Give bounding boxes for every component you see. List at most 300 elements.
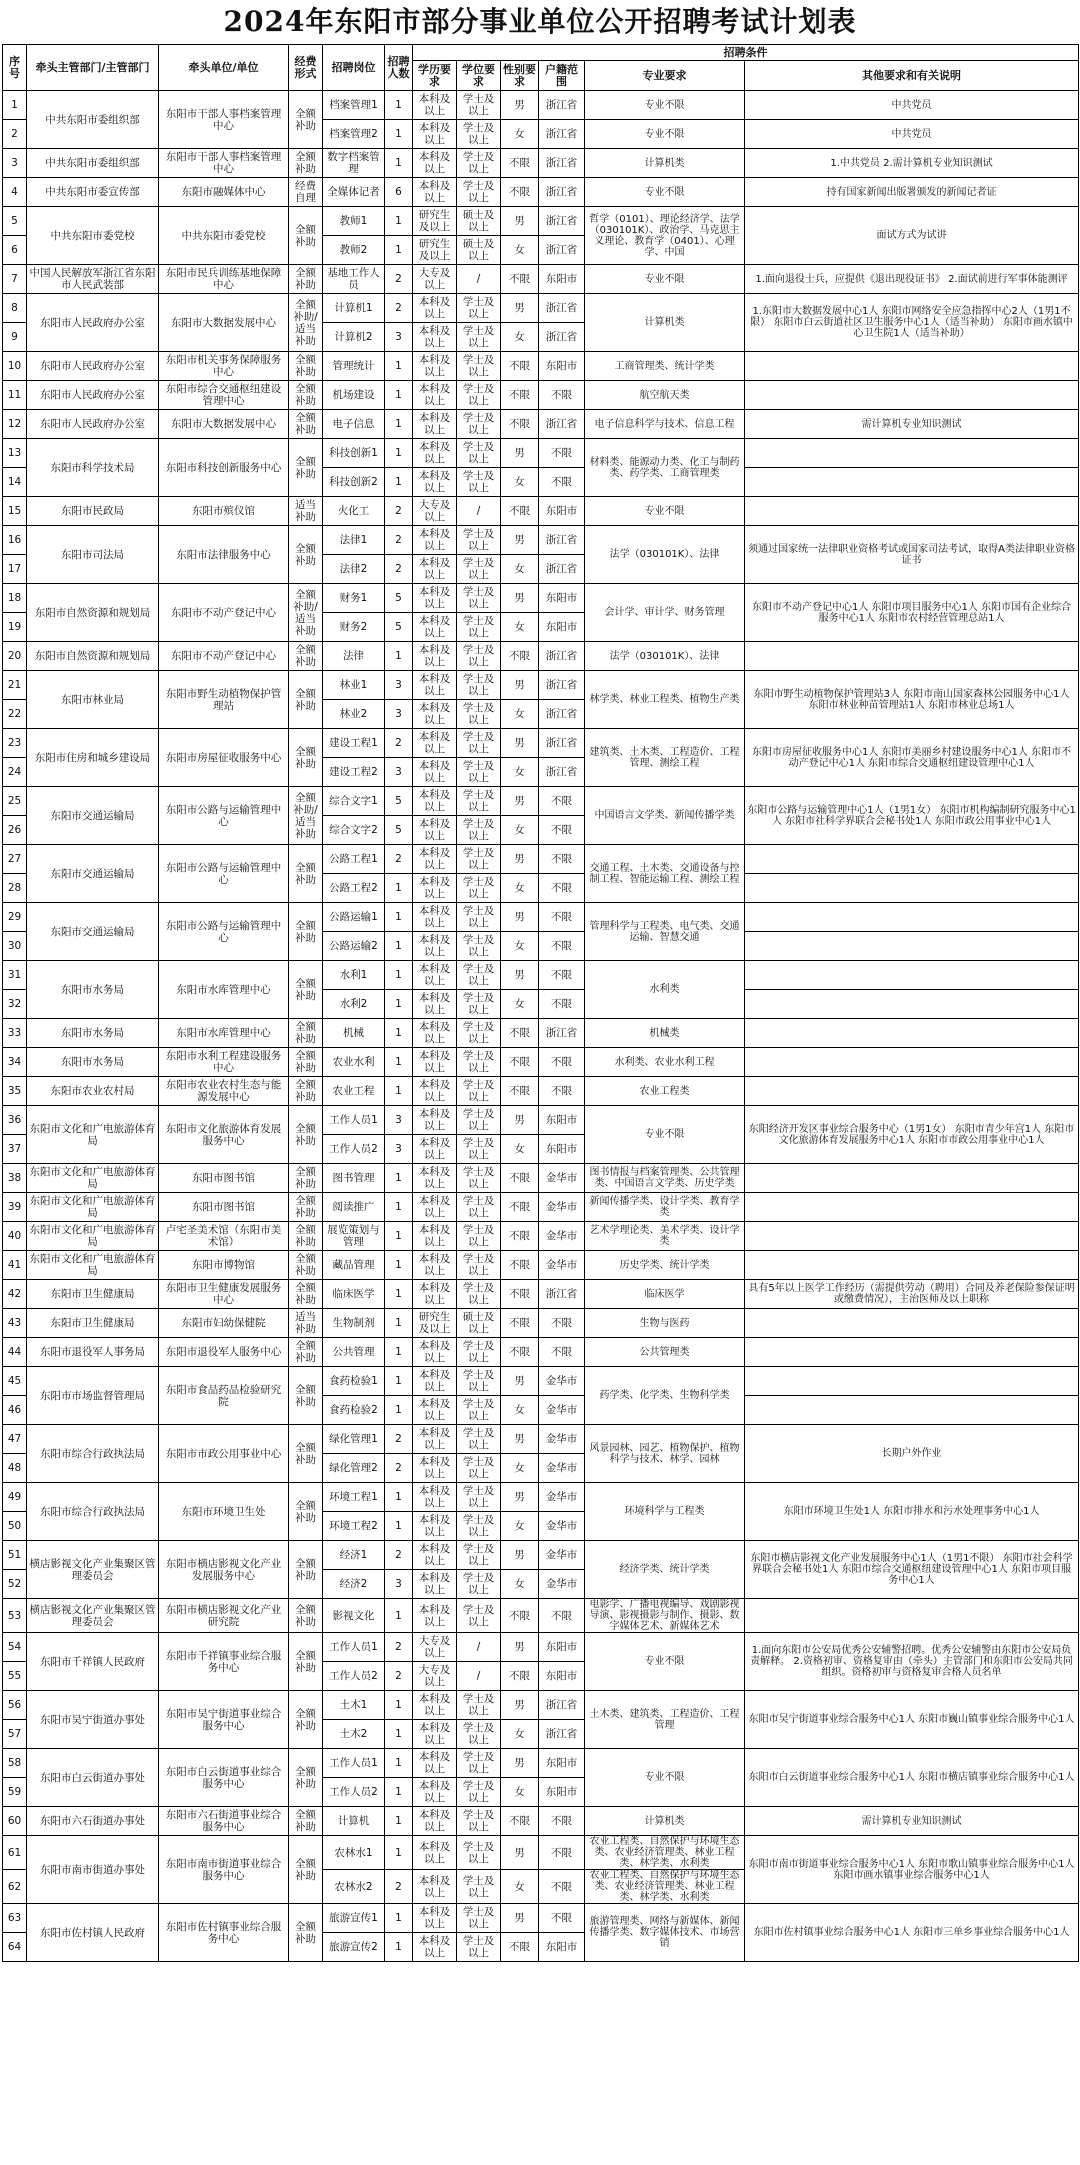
cell-post: 计算机1 <box>323 294 385 323</box>
header-count: 招聘人数 <box>385 45 413 91</box>
cell-hukou: 东阳市 <box>539 1662 585 1691</box>
cell-gender: 女 <box>501 555 539 584</box>
cell-hukou: 浙江省 <box>539 642 585 671</box>
cell-post: 农林水2 <box>323 1870 385 1904</box>
cell-dept: 中共东阳市委组织部 <box>27 91 159 149</box>
cell-post: 公路工程1 <box>323 845 385 874</box>
cell-degree: 学士及以上 <box>457 1720 501 1749</box>
cell-funding: 全额补助 <box>289 1633 323 1691</box>
cell-major: 农业工程类、自然保护与环境生态类、农业经济管理类、林业工程类、林学类、水利类 <box>585 1870 745 1904</box>
cell-edu: 本科及以上 <box>413 1367 457 1396</box>
table-row <box>3 1367 1079 1396</box>
cell-unit: 东阳市公路与运输管理中心 <box>159 903 289 961</box>
cell-seq: 46 <box>3 1396 27 1425</box>
cell-post: 林业1 <box>323 671 385 700</box>
cell-degree: 学士及以上 <box>457 1251 501 1280</box>
cell-hukou: 金华市 <box>539 1454 585 1483</box>
table-row <box>3 787 1079 816</box>
cell-count: 1 <box>385 1222 413 1251</box>
cell-major: 图书情报与档案管理类、公共管理类、中国语言文学类、历史学类 <box>585 1164 745 1193</box>
cell-major: 法学（030101K）、法律 <box>585 526 745 584</box>
cell-degree: 学士及以上 <box>457 178 501 207</box>
cell-hukou: 不限 <box>539 1599 585 1633</box>
cell-edu: 本科及以上 <box>413 1836 457 1870</box>
cell-other: 东阳市佐村镇事业综合服务中心1人 东阳市三单乡事业综合服务中心1人 <box>745 1904 1079 1962</box>
cell-edu: 本科及以上 <box>413 1077 457 1106</box>
table-row <box>3 1106 1079 1135</box>
cell-post: 阅读推广 <box>323 1193 385 1222</box>
cell-hukou: 浙江省 <box>539 1691 585 1720</box>
cell-post: 教师1 <box>323 207 385 236</box>
cell-major: 专业不限 <box>585 497 745 526</box>
cell-edu: 本科及以上 <box>413 1807 457 1836</box>
table-row <box>3 1019 1079 1048</box>
cell-gender: 女 <box>501 758 539 787</box>
table-row <box>3 1691 1079 1720</box>
cell-seq: 20 <box>3 642 27 671</box>
cell-funding: 全额补助 <box>289 381 323 410</box>
cell-degree: 学士及以上 <box>457 990 501 1019</box>
cell-hukou: 不限 <box>539 874 585 903</box>
cell-hukou: 东阳市 <box>539 1933 585 1962</box>
cell-seq: 32 <box>3 990 27 1019</box>
cell-degree: 学士及以上 <box>457 1106 501 1135</box>
cell-hukou: 不限 <box>539 1807 585 1836</box>
cell-edu: 本科及以上 <box>413 1483 457 1512</box>
cell-dept: 横店影视文化产业集聚区管理委员会 <box>27 1599 159 1633</box>
cell-count: 1 <box>385 642 413 671</box>
cell-funding: 经费自理 <box>289 178 323 207</box>
cell-gender: 不限 <box>501 1309 539 1338</box>
cell-post: 计算机2 <box>323 323 385 352</box>
cell-other: 中共党员 <box>745 91 1079 120</box>
cell-edu: 本科及以上 <box>413 729 457 758</box>
cell-seq: 56 <box>3 1691 27 1720</box>
cell-seq: 5 <box>3 207 27 236</box>
cell-seq: 58 <box>3 1749 27 1778</box>
cell-seq: 34 <box>3 1048 27 1077</box>
cell-funding: 全额补助 <box>289 1599 323 1633</box>
cell-post: 建设工程1 <box>323 729 385 758</box>
cell-funding: 全额补助 <box>289 1077 323 1106</box>
cell-major: 工商管理类、统计学类 <box>585 352 745 381</box>
cell-post: 食药检验2 <box>323 1396 385 1425</box>
cell-dept: 东阳市农业农村局 <box>27 1077 159 1106</box>
cell-seq: 57 <box>3 1720 27 1749</box>
cell-dept: 东阳市吴宁街道办事处 <box>27 1691 159 1749</box>
cell-hukou: 浙江省 <box>539 1720 585 1749</box>
cell-major: 艺术学理论类、美术学类、设计学类 <box>585 1222 745 1251</box>
cell-gender: 男 <box>501 787 539 816</box>
cell-gender: 男 <box>501 1106 539 1135</box>
cell-post: 管理统计 <box>323 352 385 381</box>
cell-unit: 东阳市公路与运输管理中心 <box>159 845 289 903</box>
header-degree: 学位要求 <box>457 61 501 91</box>
cell-post: 计算机 <box>323 1807 385 1836</box>
table-row <box>3 1836 1079 1870</box>
cell-degree: 学士及以上 <box>457 120 501 149</box>
cell-hukou: 东阳市 <box>539 1135 585 1164</box>
cell-unit: 东阳市环境卫生处 <box>159 1483 289 1541</box>
cell-unit: 东阳市千祥镇事业综合服务中心 <box>159 1633 289 1691</box>
cell-hukou: 不限 <box>539 903 585 932</box>
cell-edu: 本科及以上 <box>413 1135 457 1164</box>
cell-edu: 本科及以上 <box>413 990 457 1019</box>
cell-gender: 男 <box>501 845 539 874</box>
cell-gender: 女 <box>501 468 539 497</box>
cell-other <box>745 1309 1079 1338</box>
cell-seq: 35 <box>3 1077 27 1106</box>
cell-funding: 全额补助 <box>289 1193 323 1222</box>
cell-dept: 东阳市综合行政执法局 <box>27 1425 159 1483</box>
cell-gender: 不限 <box>501 497 539 526</box>
cell-gender: 不限 <box>501 642 539 671</box>
cell-edu: 本科及以上 <box>413 845 457 874</box>
cell-hukou: 金华市 <box>539 1425 585 1454</box>
cell-count: 1 <box>385 1599 413 1633</box>
cell-other: 东阳市白云街道事业综合服务中心1人 东阳市横店镇事业综合服务中心1人 <box>745 1749 1079 1807</box>
cell-edu: 大专及以上 <box>413 1662 457 1691</box>
cell-unit: 东阳市卫生健康发展服务中心 <box>159 1280 289 1309</box>
cell-hukou: 不限 <box>539 787 585 816</box>
cell-major: 电子信息科学与技术、信息工程 <box>585 410 745 439</box>
cell-degree: 硕士及以上 <box>457 1309 501 1338</box>
cell-seq: 26 <box>3 816 27 845</box>
cell-seq: 18 <box>3 584 27 613</box>
cell-funding: 全额补助 <box>289 91 323 149</box>
cell-hukou: 金华市 <box>539 1570 585 1599</box>
cell-post: 档案管理1 <box>323 91 385 120</box>
cell-other <box>745 961 1079 990</box>
cell-gender: 不限 <box>501 381 539 410</box>
cell-count: 1 <box>385 91 413 120</box>
cell-unit: 东阳市不动产登记中心 <box>159 584 289 642</box>
cell-major: 农业工程类、自然保护与环境生态类、农业经济管理类、林业工程类、林学类、水利类 <box>585 1836 745 1870</box>
cell-major: 临床医学 <box>585 1280 745 1309</box>
cell-edu: 本科及以上 <box>413 1904 457 1933</box>
cell-dept: 东阳市交通运输局 <box>27 903 159 961</box>
cell-count: 1 <box>385 1807 413 1836</box>
cell-degree: 学士及以上 <box>457 1019 501 1048</box>
cell-major: 专业不限 <box>585 1106 745 1164</box>
cell-gender: 女 <box>501 1870 539 1904</box>
cell-post: 档案管理2 <box>323 120 385 149</box>
cell-count: 1 <box>385 874 413 903</box>
cell-gender: 不限 <box>501 1164 539 1193</box>
cell-dept: 东阳市白云街道办事处 <box>27 1749 159 1807</box>
cell-count: 1 <box>385 352 413 381</box>
header-dept: 牵头主管部门/主管部门 <box>27 45 159 91</box>
cell-post: 基地工作人员 <box>323 265 385 294</box>
cell-post: 生物制剂 <box>323 1309 385 1338</box>
cell-unit: 中共东阳市委党校 <box>159 207 289 265</box>
cell-gender: 不限 <box>501 1933 539 1962</box>
cell-dept: 东阳市卫生健康局 <box>27 1280 159 1309</box>
cell-other <box>745 1164 1079 1193</box>
cell-count: 1 <box>385 1933 413 1962</box>
cell-gender: 男 <box>501 1691 539 1720</box>
cell-major: 法学（030101K）、法律 <box>585 642 745 671</box>
cell-edu: 本科及以上 <box>413 1338 457 1367</box>
cell-unit: 卢宅圣美术馆（东阳市美术馆） <box>159 1222 289 1251</box>
header-gender: 性别要求 <box>501 61 539 91</box>
cell-major: 专业不限 <box>585 120 745 149</box>
cell-post: 工作人员1 <box>323 1633 385 1662</box>
cell-count: 3 <box>385 1106 413 1135</box>
cell-edu: 本科及以上 <box>413 381 457 410</box>
cell-hukou: 不限 <box>539 439 585 468</box>
cell-unit: 东阳市六石街道事业综合服务中心 <box>159 1807 289 1836</box>
cell-gender: 女 <box>501 874 539 903</box>
cell-degree: 学士及以上 <box>457 903 501 932</box>
cell-seq: 1 <box>3 91 27 120</box>
cell-unit: 东阳市市政公用事业中心 <box>159 1425 289 1483</box>
cell-major: 公共管理类 <box>585 1338 745 1367</box>
cell-hukou: 浙江省 <box>539 410 585 439</box>
cell-edu: 本科及以上 <box>413 787 457 816</box>
cell-unit: 东阳市博物馆 <box>159 1251 289 1280</box>
cell-seq: 51 <box>3 1541 27 1570</box>
cell-other <box>745 352 1079 381</box>
cell-edu: 本科及以上 <box>413 1280 457 1309</box>
table-row <box>3 1309 1079 1338</box>
cell-dept: 中共东阳市委党校 <box>27 207 159 265</box>
cell-seq: 43 <box>3 1309 27 1338</box>
cell-dept: 东阳市水务局 <box>27 961 159 1019</box>
cell-gender: 不限 <box>501 1599 539 1633</box>
cell-degree: 学士及以上 <box>457 1222 501 1251</box>
cell-count: 2 <box>385 845 413 874</box>
cell-gender: 男 <box>501 903 539 932</box>
cell-count: 3 <box>385 758 413 787</box>
cell-hukou: 东阳市 <box>539 265 585 294</box>
cell-edu: 本科及以上 <box>413 1454 457 1483</box>
cell-other: 东阳市南市街道事业综合服务中心1人 东阳市歌山镇事业综合服务中心1人 东阳市画水镇事业综合服务中心1人 <box>745 1836 1079 1904</box>
cell-seq: 37 <box>3 1135 27 1164</box>
cell-count: 1 <box>385 1280 413 1309</box>
table-row <box>3 352 1079 381</box>
cell-gender: 女 <box>501 1720 539 1749</box>
cell-hukou: 浙江省 <box>539 729 585 758</box>
cell-hukou: 不限 <box>539 1836 585 1870</box>
cell-seq: 54 <box>3 1633 27 1662</box>
cell-degree: / <box>457 497 501 526</box>
cell-hukou: 不限 <box>539 1077 585 1106</box>
cell-seq: 17 <box>3 555 27 584</box>
cell-seq: 55 <box>3 1662 27 1691</box>
cell-count: 1 <box>385 1309 413 1338</box>
cell-degree: 学士及以上 <box>457 613 501 642</box>
cell-hukou: 浙江省 <box>539 323 585 352</box>
cell-dept: 东阳市文化和广电旅游体育局 <box>27 1222 159 1251</box>
cell-count: 2 <box>385 1454 413 1483</box>
cell-edu: 本科及以上 <box>413 468 457 497</box>
cell-post: 农业工程 <box>323 1077 385 1106</box>
cell-post: 机场建设 <box>323 381 385 410</box>
cell-degree: 学士及以上 <box>457 526 501 555</box>
cell-count: 1 <box>385 381 413 410</box>
cell-major: 电影学、广播电视编导、戏剧影视导演、影视摄影与制作、摄影、数字媒体艺术、新媒体艺术 <box>585 1599 745 1633</box>
cell-major: 水利类 <box>585 961 745 1019</box>
cell-post: 水利2 <box>323 990 385 1019</box>
cell-funding: 全额补助 <box>289 961 323 1019</box>
cell-other: 东阳经济开发区事业综合服务中心（1男1女） 东阳市青少年宫1人 东阳市文化旅游体育发展服务中心1人 东阳市市政公用事业中心1人 <box>745 1106 1079 1164</box>
cell-degree: 学士及以上 <box>457 671 501 700</box>
cell-other <box>745 1048 1079 1077</box>
cell-seq: 27 <box>3 845 27 874</box>
cell-seq: 6 <box>3 236 27 265</box>
cell-gender: 女 <box>501 1570 539 1599</box>
cell-count: 3 <box>385 700 413 729</box>
cell-degree: 学士及以上 <box>457 758 501 787</box>
cell-hukou: 金华市 <box>539 1512 585 1541</box>
cell-seq: 29 <box>3 903 27 932</box>
cell-degree: 学士及以上 <box>457 439 501 468</box>
cell-funding: 全额补助 <box>289 1836 323 1904</box>
cell-funding: 全额补助 <box>289 526 323 584</box>
cell-major: 经济学类、统计学类 <box>585 1541 745 1599</box>
cell-major: 专业不限 <box>585 178 745 207</box>
cell-major: 航空航天类 <box>585 381 745 410</box>
cell-funding: 全额补助 <box>289 1106 323 1164</box>
cell-unit: 东阳市房屋征收服务中心 <box>159 729 289 787</box>
table-row <box>3 961 1079 990</box>
cell-degree: 学士及以上 <box>457 787 501 816</box>
cell-edu: 本科及以上 <box>413 903 457 932</box>
cell-edu: 本科及以上 <box>413 352 457 381</box>
cell-funding: 适当补助 <box>289 497 323 526</box>
cell-count: 1 <box>385 961 413 990</box>
cell-funding: 全额补助 <box>289 1280 323 1309</box>
table-row <box>3 1541 1079 1570</box>
cell-unit: 东阳市公路与运输管理中心 <box>159 787 289 845</box>
table-row <box>3 381 1079 410</box>
cell-seq: 45 <box>3 1367 27 1396</box>
cell-count: 1 <box>385 990 413 1019</box>
table-row <box>3 1483 1079 1512</box>
cell-major: 材料类、能源动力类、化工与制药类、药学类、工商管理类 <box>585 439 745 497</box>
cell-gender: 女 <box>501 236 539 265</box>
cell-edu: 本科及以上 <box>413 1870 457 1904</box>
cell-count: 1 <box>385 1164 413 1193</box>
cell-other <box>745 990 1079 1019</box>
cell-other: 东阳市野生动植物保护管理站3人 东阳市南山国家森林公园服务中心1人 东阳市林业种苗管理站1人 东阳市林业总场1人 <box>745 671 1079 729</box>
cell-other: 需计算机专业知识测试 <box>745 410 1079 439</box>
cell-gender: 不限 <box>501 1048 539 1077</box>
cell-other <box>745 642 1079 671</box>
cell-dept: 东阳市水务局 <box>27 1048 159 1077</box>
cell-major: 专业不限 <box>585 91 745 120</box>
cell-gender: 男 <box>501 1633 539 1662</box>
cell-edu: 本科及以上 <box>413 1251 457 1280</box>
cell-post: 建设工程2 <box>323 758 385 787</box>
cell-seq: 64 <box>3 1933 27 1962</box>
cell-hukou: 不限 <box>539 468 585 497</box>
cell-gender: 男 <box>501 91 539 120</box>
cell-hukou: 不限 <box>539 1309 585 1338</box>
cell-count: 1 <box>385 120 413 149</box>
cell-edu: 本科及以上 <box>413 1396 457 1425</box>
cell-count: 1 <box>385 903 413 932</box>
cell-funding: 全额补助 <box>289 845 323 903</box>
cell-major: 建筑类、土木类、工程造价、工程管理、测绘工程 <box>585 729 745 787</box>
cell-edu: 本科及以上 <box>413 439 457 468</box>
cell-gender: 男 <box>501 1749 539 1778</box>
cell-unit: 东阳市机关事务保障服务中心 <box>159 352 289 381</box>
cell-dept: 东阳市科学技术局 <box>27 439 159 497</box>
cell-other <box>745 1193 1079 1222</box>
cell-other: 东阳市公路与运输管理中心1人（1男1女） 东阳市机构编制研究服务中心1人 东阳市社科学界联合会秘书处1人 东阳市政公用事业中心1人 <box>745 787 1079 845</box>
cell-count: 2 <box>385 526 413 555</box>
cell-other <box>745 1251 1079 1280</box>
cell-post: 藏品管理 <box>323 1251 385 1280</box>
table-row <box>3 1807 1079 1836</box>
table-row <box>3 265 1079 294</box>
cell-hukou: 东阳市 <box>539 1778 585 1807</box>
cell-unit: 东阳市吴宁街道事业综合服务中心 <box>159 1691 289 1749</box>
cell-post: 食药检验1 <box>323 1367 385 1396</box>
cell-post: 法律1 <box>323 526 385 555</box>
cell-edu: 本科及以上 <box>413 555 457 584</box>
cell-count: 2 <box>385 1662 413 1691</box>
cell-unit: 东阳市融媒体中心 <box>159 178 289 207</box>
cell-post: 教师2 <box>323 236 385 265</box>
cell-other <box>745 381 1079 410</box>
cell-post: 综合文字1 <box>323 787 385 816</box>
cell-degree: 学士及以上 <box>457 1512 501 1541</box>
table-row <box>3 497 1079 526</box>
cell-gender: 不限 <box>501 1280 539 1309</box>
cell-seq: 59 <box>3 1778 27 1807</box>
cell-count: 2 <box>385 555 413 584</box>
cell-edu: 本科及以上 <box>413 149 457 178</box>
cell-edu: 本科及以上 <box>413 1164 457 1193</box>
cell-hukou: 浙江省 <box>539 149 585 178</box>
cell-gender: 女 <box>501 1454 539 1483</box>
cell-degree: 学士及以上 <box>457 1807 501 1836</box>
cell-dept: 东阳市市场监督管理局 <box>27 1367 159 1425</box>
cell-dept: 东阳市司法局 <box>27 526 159 584</box>
cell-gender: 男 <box>501 1483 539 1512</box>
cell-count: 5 <box>385 584 413 613</box>
cell-other: 东阳市环境卫生处1人 东阳市排水和污水处理事务中心1人 <box>745 1483 1079 1541</box>
cell-post: 农林水1 <box>323 1836 385 1870</box>
cell-post: 科技创新1 <box>323 439 385 468</box>
cell-seq: 10 <box>3 352 27 381</box>
cell-count: 2 <box>385 294 413 323</box>
cell-count: 6 <box>385 178 413 207</box>
cell-post: 公路运输2 <box>323 932 385 961</box>
cell-degree: 学士及以上 <box>457 584 501 613</box>
cell-post: 农业水利 <box>323 1048 385 1077</box>
cell-other <box>745 1599 1079 1633</box>
cell-other: 东阳市不动产登记中心1人 东阳市项目服务中心1人 东阳市国有企业综合服务中心1人 东阳市农村经营管理总站1人 <box>745 584 1079 642</box>
cell-hukou: 浙江省 <box>539 207 585 236</box>
table-row <box>3 584 1079 613</box>
cell-unit: 东阳市佐村镇事业综合服务中心 <box>159 1904 289 1962</box>
cell-unit: 东阳市南市街道事业综合服务中心 <box>159 1836 289 1904</box>
cell-post: 经济1 <box>323 1541 385 1570</box>
cell-unit: 东阳市水库管理中心 <box>159 1019 289 1048</box>
cell-degree: 学士及以上 <box>457 1454 501 1483</box>
cell-unit: 东阳市不动产登记中心 <box>159 642 289 671</box>
cell-gender: 不限 <box>501 149 539 178</box>
cell-edu: 本科及以上 <box>413 613 457 642</box>
table-body <box>3 91 1079 1962</box>
cell-gender: 女 <box>501 613 539 642</box>
cell-count: 2 <box>385 1633 413 1662</box>
header-post: 招聘岗位 <box>323 45 385 91</box>
